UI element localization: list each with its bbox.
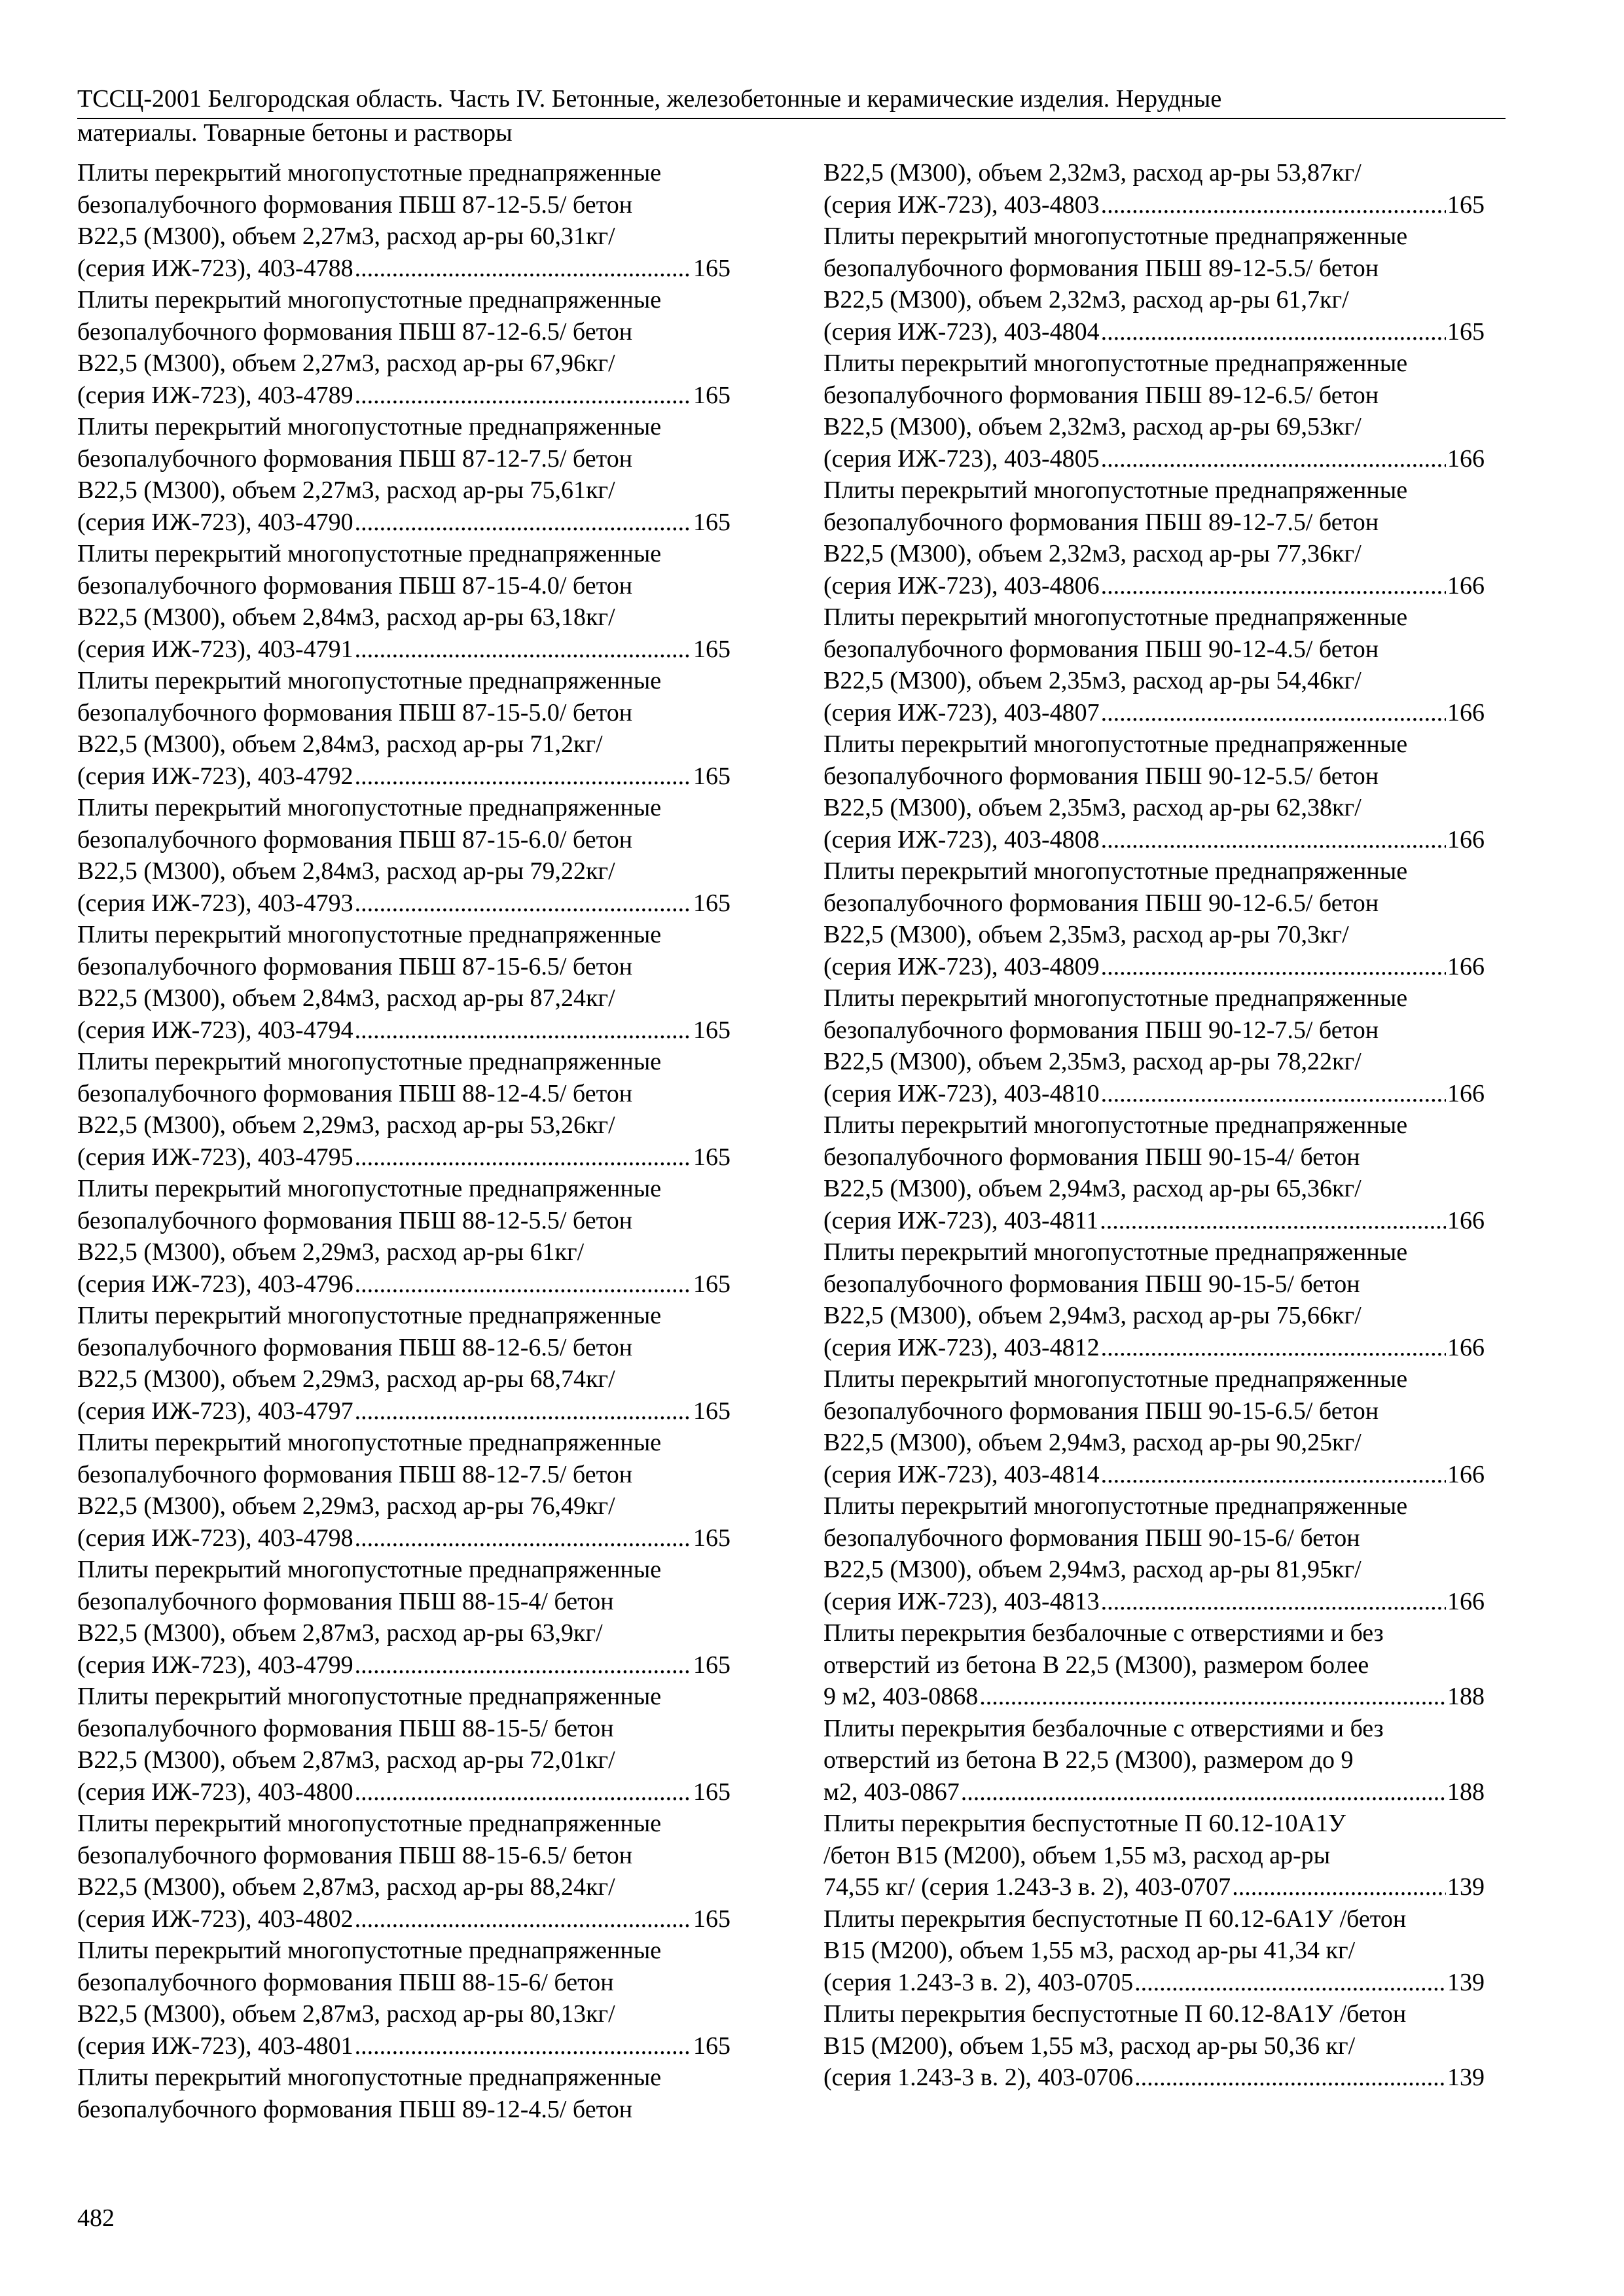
entry-last-line <box>77 380 731 412</box>
entry-last-line <box>823 1459 1485 1491</box>
entry-page-number: 165 <box>693 1524 731 1552</box>
entry-reference: (серия ИЖ-723), 403-4790 <box>77 508 353 536</box>
dot-leader <box>1101 697 1446 729</box>
entry-page-number: 165 <box>693 1143 731 1171</box>
entry-page-number: 166 <box>1447 1333 1485 1361</box>
entry-reference: (серия ИЖ-723), 403-4802 <box>77 1905 353 1933</box>
index-entry <box>77 157 731 284</box>
entry-reference: (серия ИЖ-723), 403-4812 <box>823 1333 1100 1361</box>
entry-line: безопалубочного формования ПБШ 89-12-6.5/ бетон <box>823 381 1379 409</box>
entry-line: В15 (М200), объем 1,55 м3, расход ар-ры 50,36 кг/ <box>823 2032 1356 2060</box>
dot-leader <box>355 1903 692 1935</box>
entry-last-line <box>77 1268 731 1300</box>
entry-page-number: 188 <box>1447 1683 1485 1710</box>
entry-line: Плиты перекрытий многопустотные преднапряженные <box>77 921 662 948</box>
entry-last-line <box>823 189 1485 221</box>
entry-page-number: 139 <box>1447 1873 1485 1901</box>
entry-line: Плиты перекрытий многопустотные преднапряженные <box>823 603 1408 631</box>
dot-leader <box>1101 316 1446 348</box>
entry-line: безопалубочного формования ПБШ 88-12-6.5/ бетон <box>77 1333 633 1361</box>
entry-line: Плиты перекрытий многопустотные преднапряженные <box>77 540 662 567</box>
entry-reference: (серия ИЖ-723), 403-4805 <box>823 444 1100 473</box>
entry-last-line <box>823 2062 1485 2094</box>
index-entry <box>77 919 731 1046</box>
entry-last-line <box>77 634 731 666</box>
entry-last-line <box>823 824 1485 856</box>
dot-leader <box>355 1649 692 1681</box>
index-entry <box>823 1363 1485 1490</box>
dot-leader <box>1101 189 1446 221</box>
entry-last-line <box>823 1078 1485 1110</box>
entry-page-number: 165 <box>693 1905 731 1933</box>
entry-line: безопалубочного формования ПБШ 90-15-4/ бетон <box>823 1143 1360 1171</box>
index-entry <box>77 2062 731 2125</box>
dot-leader <box>355 1522 692 1554</box>
dot-leader <box>1100 1205 1446 1237</box>
entry-last-line <box>823 951 1485 983</box>
entry-page-number: 188 <box>1447 1778 1485 1806</box>
header-title <box>77 84 1506 115</box>
entry-reference: (серия ИЖ-723), 403-4803 <box>823 190 1100 219</box>
entry-line: В22,5 (М300), объем 2,87м3, расход ар-ры 88,24кг/ <box>77 1873 615 1901</box>
index-entry <box>823 982 1485 1109</box>
entry-line: В22,5 (М300), объем 2,87м3, расход ар-ры 72,01кг/ <box>77 1746 615 1774</box>
entry-line: В22,5 (М300), объем 2,35м3, расход ар-ры 78,22кг/ <box>823 1048 1362 1075</box>
entry-reference: (серия ИЖ-723), 403-4809 <box>823 952 1100 980</box>
entry-line: В22,5 (М300), объем 2,94м3, расход ар-ры 75,66кг/ <box>823 1302 1362 1329</box>
entry-reference: (серия ИЖ-723), 403-4804 <box>823 317 1100 346</box>
entry-page-number: 165 <box>693 635 731 663</box>
index-entry <box>823 601 1485 728</box>
entry-page-number: 165 <box>693 381 731 409</box>
dot-leader <box>1134 2062 1446 2094</box>
dot-leader <box>1101 1586 1446 1618</box>
dot-leader <box>355 1268 692 1300</box>
entry-line: безопалубочного формования ПБШ 90-15-5/ бетон <box>823 1270 1360 1298</box>
entry-last-line <box>823 443 1485 475</box>
entry-page-number: 139 <box>1447 2064 1485 2091</box>
index-entry <box>823 1808 1485 1903</box>
index-entry <box>823 348 1485 475</box>
entry-line: Плиты перекрытий многопустотные преднапряженные <box>77 667 662 694</box>
index-entry <box>823 221 1485 348</box>
index-entry <box>823 1109 1485 1236</box>
entry-line: безопалубочного формования ПБШ 87-12-7.5/ бетон <box>77 444 633 473</box>
entry-line: Плиты перекрытия беспустотные П 60.12-10А1У <box>823 1810 1346 1837</box>
dot-leader <box>1134 1967 1446 1999</box>
dot-leader <box>355 253 692 285</box>
index-entry <box>823 1490 1485 1617</box>
entry-reference: (серия 1.243-3 в. 2), 403-0705 <box>823 1968 1134 1996</box>
index-entry <box>823 728 1485 855</box>
entry-line: безопалубочного формования ПБШ 88-12-5.5/ бетон <box>77 1206 633 1234</box>
entry-line: безопалубочного формования ПБШ 90-15-6.5/ бетон <box>823 1397 1379 1425</box>
dot-leader <box>355 507 692 539</box>
entry-last-line <box>77 1014 731 1047</box>
entry-line: Плиты перекрытий многопустотные преднапряженные <box>77 1683 662 1710</box>
entry-reference: (серия ИЖ-723), 403-4810 <box>823 1079 1100 1107</box>
entry-line: В22,5 (М300), объем 2,35м3, расход ар-ры 70,3кг/ <box>823 921 1349 948</box>
entry-last-line <box>823 316 1485 348</box>
index-entry <box>77 1681 731 1808</box>
entry-line: В22,5 (М300), объем 2,35м3, расход ар-ры 62,38кг/ <box>823 794 1362 821</box>
entry-line: безопалубочного формования ПБШ 88-15-5/ бетон <box>77 1714 614 1742</box>
index-entry <box>823 1713 1485 1808</box>
entry-line: Плиты перекрытия безбалочные с отверстиями и без <box>823 1619 1384 1647</box>
entry-line: безопалубочного формования ПБШ 90-12-7.5/ бетон <box>823 1016 1379 1044</box>
entry-line: безопалубочного формования ПБШ 88-12-4.5/ бетон <box>77 1079 633 1107</box>
index-entry <box>77 1046 731 1173</box>
entry-reference: (серия ИЖ-723), 403-4789 <box>77 381 353 409</box>
dot-leader <box>1101 570 1446 602</box>
entry-line: безопалубочного формования ПБШ 90-12-4.5/ бетон <box>823 635 1379 663</box>
entry-line: Плиты перекрытий многопустотные преднапряженные <box>823 350 1408 377</box>
entry-reference: (серия ИЖ-723), 403-4792 <box>77 762 353 790</box>
entry-line: В22,5 (М300), объем 2,29м3, расход ар-ры 68,74кг/ <box>77 1365 615 1393</box>
entry-line: Плиты перекрытий многопустотные преднапряженные <box>77 1175 662 1202</box>
index-entry <box>77 1173 731 1300</box>
entry-last-line <box>823 570 1485 602</box>
entry-page-number: 166 <box>1447 1079 1485 1107</box>
index-entry <box>77 1935 731 2062</box>
entry-reference: (серия ИЖ-723), 403-4807 <box>823 698 1100 726</box>
entry-page-number: 165 <box>693 889 731 917</box>
entry-line: Плиты перекрытий многопустотные преднапряженные <box>823 1111 1408 1139</box>
entry-last-line <box>823 1205 1485 1237</box>
entry-page-number: 165 <box>693 254 731 282</box>
entry-last-line <box>77 1903 731 1935</box>
entry-line: безопалубочного формования ПБШ 90-15-6/ бетон <box>823 1524 1360 1552</box>
entry-last-line <box>823 1681 1485 1713</box>
entry-last-line <box>77 1395 731 1427</box>
entry-line: Плиты перекрытий многопустотные преднапряженные <box>77 286 662 314</box>
entry-page-number: 166 <box>1447 825 1485 853</box>
entry-last-line <box>77 761 731 793</box>
entry-line: Плиты перекрытий многопустотные преднапряженные <box>823 857 1408 885</box>
entry-last-line <box>77 1522 731 1554</box>
entry-line: Плиты перекрытий многопустотные преднапряженные <box>823 476 1408 504</box>
entry-last-line <box>823 697 1485 729</box>
entry-line: В22,5 (М300), объем 2,29м3, расход ар-ры 76,49кг/ <box>77 1492 615 1520</box>
entry-page-number: 165 <box>693 1016 731 1044</box>
entry-page-number: 166 <box>1447 952 1485 980</box>
entry-line: Плиты перекрытий многопустотные преднапряженные <box>77 794 662 821</box>
dot-leader <box>355 761 692 793</box>
entry-page-number: 165 <box>693 762 731 790</box>
entry-reference: (серия ИЖ-723), 403-4813 <box>823 1587 1100 1615</box>
dot-leader <box>1101 1459 1446 1491</box>
entry-line: Плиты перекрытий многопустотные преднапряженные <box>823 1238 1408 1266</box>
index-entry <box>77 792 731 919</box>
entry-line: безопалубочного формования ПБШ 88-15-6.5/ бетон <box>77 1841 633 1869</box>
entry-reference: 74,55 кг/ (серия 1.243-3 в. 2), 403-0707 <box>823 1873 1231 1901</box>
entry-last-line <box>823 1967 1485 1999</box>
dot-leader <box>355 1776 692 1808</box>
entry-line: безопалубочного формования ПБШ 89-12-5.5/ бетон <box>823 254 1379 282</box>
page-number: 482 <box>77 2204 115 2232</box>
entry-reference: (серия ИЖ-723), 403-4814 <box>823 1460 1100 1488</box>
index-entry <box>823 157 1485 221</box>
entry-reference: (серия ИЖ-723), 403-4794 <box>77 1016 353 1044</box>
entry-line: безопалубочного формования ПБШ 87-15-6.0/ бетон <box>77 825 633 853</box>
entry-reference: (серия ИЖ-723), 403-4800 <box>77 1778 353 1806</box>
header-line-1: ТССЦ-2001 Белгородская область. Часть IV. Бетонные, железобетонные и керамические изделия. Нерудные <box>77 85 1222 113</box>
entry-last-line <box>77 253 731 285</box>
dot-leader <box>979 1681 1446 1713</box>
entry-reference: (серия ИЖ-723), 403-4793 <box>77 889 353 917</box>
index-entry <box>823 475 1485 601</box>
entry-line: В22,5 (М300), объем 2,32м3, расход ар-ры 61,7кг/ <box>823 286 1349 314</box>
entry-line: безопалубочного формования ПБШ 89-12-7.5/ бетон <box>823 508 1379 536</box>
entry-reference: (серия ИЖ-723), 403-4796 <box>77 1270 353 1298</box>
dot-leader <box>355 1141 692 1174</box>
entry-line: Плиты перекрытий многопустотные преднапряженные <box>823 1365 1408 1393</box>
entry-line: В22,5 (М300), объем 2,94м3, расход ар-ры 90,25кг/ <box>823 1429 1362 1456</box>
dot-leader <box>355 1014 692 1047</box>
entry-reference: (серия ИЖ-723), 403-4799 <box>77 1651 353 1679</box>
entry-line: В22,5 (М300), объем 2,87м3, расход ар-ры 63,9кг/ <box>77 1619 603 1647</box>
entry-line: Плиты перекрытий многопустотные преднапряженные <box>77 1302 662 1329</box>
dot-leader <box>1101 443 1446 475</box>
entry-line: В22,5 (М300), объем 2,84м3, расход ар-ры 63,18кг/ <box>77 603 615 631</box>
entry-line: безопалубочного формования ПБШ 87-15-5.0/ бетон <box>77 698 633 726</box>
index-entry <box>77 1554 731 1681</box>
dot-leader <box>1101 951 1446 983</box>
entry-line: безопалубочного формования ПБШ 90-12-6.5/ бетон <box>823 889 1379 917</box>
entry-page-number: 166 <box>1447 1587 1485 1615</box>
entry-line: Плиты перекрытий многопустотные преднапряженные <box>823 730 1408 758</box>
entry-reference: (серия ИЖ-723), 403-4791 <box>77 635 353 663</box>
entry-last-line <box>77 888 731 920</box>
entry-line: безопалубочного формования ПБШ 87-12-5.5/ бетон <box>77 190 633 219</box>
entry-line: Плиты перекрытий многопустотные преднапряженные <box>77 159 662 187</box>
entry-reference: (серия ИЖ-723), 403-4806 <box>823 571 1100 600</box>
entry-line: В22,5 (М300), объем 2,32м3, расход ар-ры 77,36кг/ <box>823 540 1362 567</box>
entry-line: Плиты перекрытий многопустотные преднапряженные <box>77 1556 662 1583</box>
entry-line: В22,5 (М300), объем 2,35м3, расход ар-ры 54,46кг/ <box>823 667 1362 694</box>
entry-line: В22,5 (М300), объем 2,87м3, расход ар-ры 80,13кг/ <box>77 2000 615 2028</box>
entry-page-number: 165 <box>693 2032 731 2060</box>
entry-reference: (серия ИЖ-723), 403-4798 <box>77 1524 353 1552</box>
index-entry <box>823 855 1485 982</box>
entry-line: безопалубочного формования ПБШ 89-12-4.5/ бетон <box>77 2095 633 2123</box>
dot-leader <box>961 1776 1446 1808</box>
dot-leader <box>1101 1078 1446 1110</box>
entry-line: В22,5 (М300), объем 2,32м3, расход ар-ры 69,53кг/ <box>823 413 1362 440</box>
entry-line: Плиты перекрытия безбалочные с отверстиями и без <box>823 1714 1384 1742</box>
entry-line: В22,5 (М300), объем 2,29м3, расход ар-ры 61кг/ <box>77 1238 585 1266</box>
entry-last-line <box>77 507 731 539</box>
entry-line: В15 (М200), объем 1,55 м3, расход ар-ры 41,34 кг/ <box>823 1937 1356 1964</box>
entry-line: Плиты перекрытий многопустотные преднапряженные <box>823 984 1408 1012</box>
entry-last-line <box>77 1776 731 1808</box>
entry-line: безопалубочного формования ПБШ 88-15-4/ бетон <box>77 1587 614 1615</box>
entry-page-number: 166 <box>1447 571 1485 600</box>
entry-page-number: 166 <box>1447 444 1485 473</box>
entry-line: отверстий из бетона В 22,5 (М300), размером до 9 <box>823 1746 1354 1774</box>
entry-reference: (серия ИЖ-723), 403-4797 <box>77 1397 353 1425</box>
entry-page-number: 165 <box>693 508 731 536</box>
index-entry <box>77 1300 731 1427</box>
entry-line: /бетон В15 (М200), объем 1,55 м3, расход ар-ры <box>823 1841 1331 1869</box>
entry-line: В22,5 (М300), объем 2,94м3, расход ар-ры 65,36кг/ <box>823 1175 1362 1202</box>
index-entry <box>77 284 731 411</box>
entry-last-line <box>77 2030 731 2062</box>
entry-reference: (серия ИЖ-723), 403-4788 <box>77 254 353 282</box>
entry-page-number: 165 <box>693 1651 731 1679</box>
header-line-2: материалы. Товарные бетоны и растворы <box>77 119 513 147</box>
entry-line: Плиты перекрытий многопустотные преднапряженные <box>77 1937 662 1964</box>
right-column <box>823 157 1485 2094</box>
entry-line: Плиты перекрытий многопустотные преднапряженные <box>823 1492 1408 1520</box>
index-entry <box>77 411 731 538</box>
index-entry <box>823 1903 1485 1999</box>
dot-leader <box>355 634 692 666</box>
entry-line: Плиты перекрытия беспустотные П 60.12-8А1У /бетон <box>823 2000 1407 2028</box>
entry-reference: (серия ИЖ-723), 403-4811 <box>823 1206 1099 1234</box>
entry-last-line <box>823 1871 1485 1903</box>
entry-page-number: 139 <box>1447 1968 1485 1996</box>
entry-line: В22,5 (М300), объем 2,84м3, расход ар-ры 79,22кг/ <box>77 857 615 885</box>
entry-line: Плиты перекрытий многопустотные преднапряженные <box>77 413 662 440</box>
entry-reference: (серия ИЖ-723), 403-4801 <box>77 2032 353 2060</box>
entry-line: безопалубочного формования ПБШ 88-12-7.5/ бетон <box>77 1460 633 1488</box>
entry-page-number: 165 <box>1447 317 1485 346</box>
entry-line: Плиты перекрытий многопустотные преднапряженные <box>77 1048 662 1075</box>
index-entry <box>77 1808 731 1935</box>
entry-line: Плиты перекрытий многопустотные преднапряженные <box>77 1810 662 1837</box>
index-entry <box>77 1427 731 1554</box>
entry-line: В22,5 (М300), объем 2,94м3, расход ар-ры 81,95кг/ <box>823 1556 1362 1583</box>
entry-page-number: 165 <box>693 1270 731 1298</box>
entry-line: В22,5 (М300), объем 2,27м3, расход ар-ры 75,61кг/ <box>77 476 615 504</box>
entry-reference: (серия 1.243-3 в. 2), 403-0706 <box>823 2064 1134 2091</box>
index-entry <box>823 1236 1485 1363</box>
dot-leader <box>355 2030 692 2062</box>
entry-last-line <box>823 1776 1485 1808</box>
entry-line: В22,5 (М300), объем 2,84м3, расход ар-ры 87,24кг/ <box>77 984 615 1012</box>
dot-leader <box>1101 1332 1446 1364</box>
entry-line: безопалубочного формования ПБШ 87-12-6.5/ бетон <box>77 317 633 346</box>
dot-leader <box>1101 824 1446 856</box>
index-entry <box>77 538 731 665</box>
entry-reference: м2, 403-0867 <box>823 1778 960 1806</box>
entry-line: Плиты перекрытия беспустотные П 60.12-6А1У /бетон <box>823 1905 1407 1933</box>
entry-page-number: 166 <box>1447 1460 1485 1488</box>
entry-line: В22,5 (М300), объем 2,84м3, расход ар-ры 71,2кг/ <box>77 730 603 758</box>
entry-line: В22,5 (М300), объем 2,27м3, расход ар-ры 67,96кг/ <box>77 350 615 377</box>
entry-line: В22,5 (М300), объем 2,32м3, расход ар-ры 53,87кг/ <box>823 159 1362 187</box>
entry-last-line <box>823 1332 1485 1364</box>
entry-line: отверстий из бетона В 22,5 (М300), размером более <box>823 1651 1369 1679</box>
entry-reference: (серия ИЖ-723), 403-4808 <box>823 825 1100 853</box>
entry-last-line <box>823 1586 1485 1618</box>
dot-leader <box>355 380 692 412</box>
entry-page-number: 165 <box>693 1397 731 1425</box>
entry-line: Плиты перекрытий многопустотные преднапряженные <box>77 1429 662 1456</box>
entry-line: безопалубочного формования ПБШ 87-15-4.0/ бетон <box>77 571 633 600</box>
entry-reference: (серия ИЖ-723), 403-4795 <box>77 1143 353 1171</box>
dot-leader <box>355 888 692 920</box>
entry-line: безопалубочного формования ПБШ 87-15-6.5/ бетон <box>77 952 633 980</box>
entry-line: Плиты перекрытий многопустотные преднапряженные <box>823 223 1408 250</box>
dot-leader <box>355 1395 692 1427</box>
index-entry <box>77 665 731 792</box>
dot-leader <box>1232 1871 1446 1903</box>
entry-page-number: 165 <box>693 1778 731 1806</box>
entry-line: Плиты перекрытий многопустотные преднапряженные <box>77 2064 662 2091</box>
entry-line: В22,5 (М300), объем 2,29м3, расход ар-ры 53,26кг/ <box>77 1111 615 1139</box>
entry-line: В22,5 (М300), объем 2,27м3, расход ар-ры 60,31кг/ <box>77 223 615 250</box>
entry-last-line <box>77 1649 731 1681</box>
entry-page-number: 166 <box>1447 698 1485 726</box>
index-entry <box>823 1998 1485 2094</box>
entry-page-number: 165 <box>1447 190 1485 219</box>
left-column <box>77 157 731 2125</box>
index-entry <box>823 1617 1485 1713</box>
entry-line: безопалубочного формования ПБШ 90-12-5.5/ бетон <box>823 762 1379 790</box>
entry-last-line <box>77 1141 731 1174</box>
entry-reference: 9 м2, 403-0868 <box>823 1683 979 1710</box>
entry-line: безопалубочного формования ПБШ 88-15-6/ бетон <box>77 1968 614 1996</box>
entry-page-number: 166 <box>1447 1206 1485 1234</box>
